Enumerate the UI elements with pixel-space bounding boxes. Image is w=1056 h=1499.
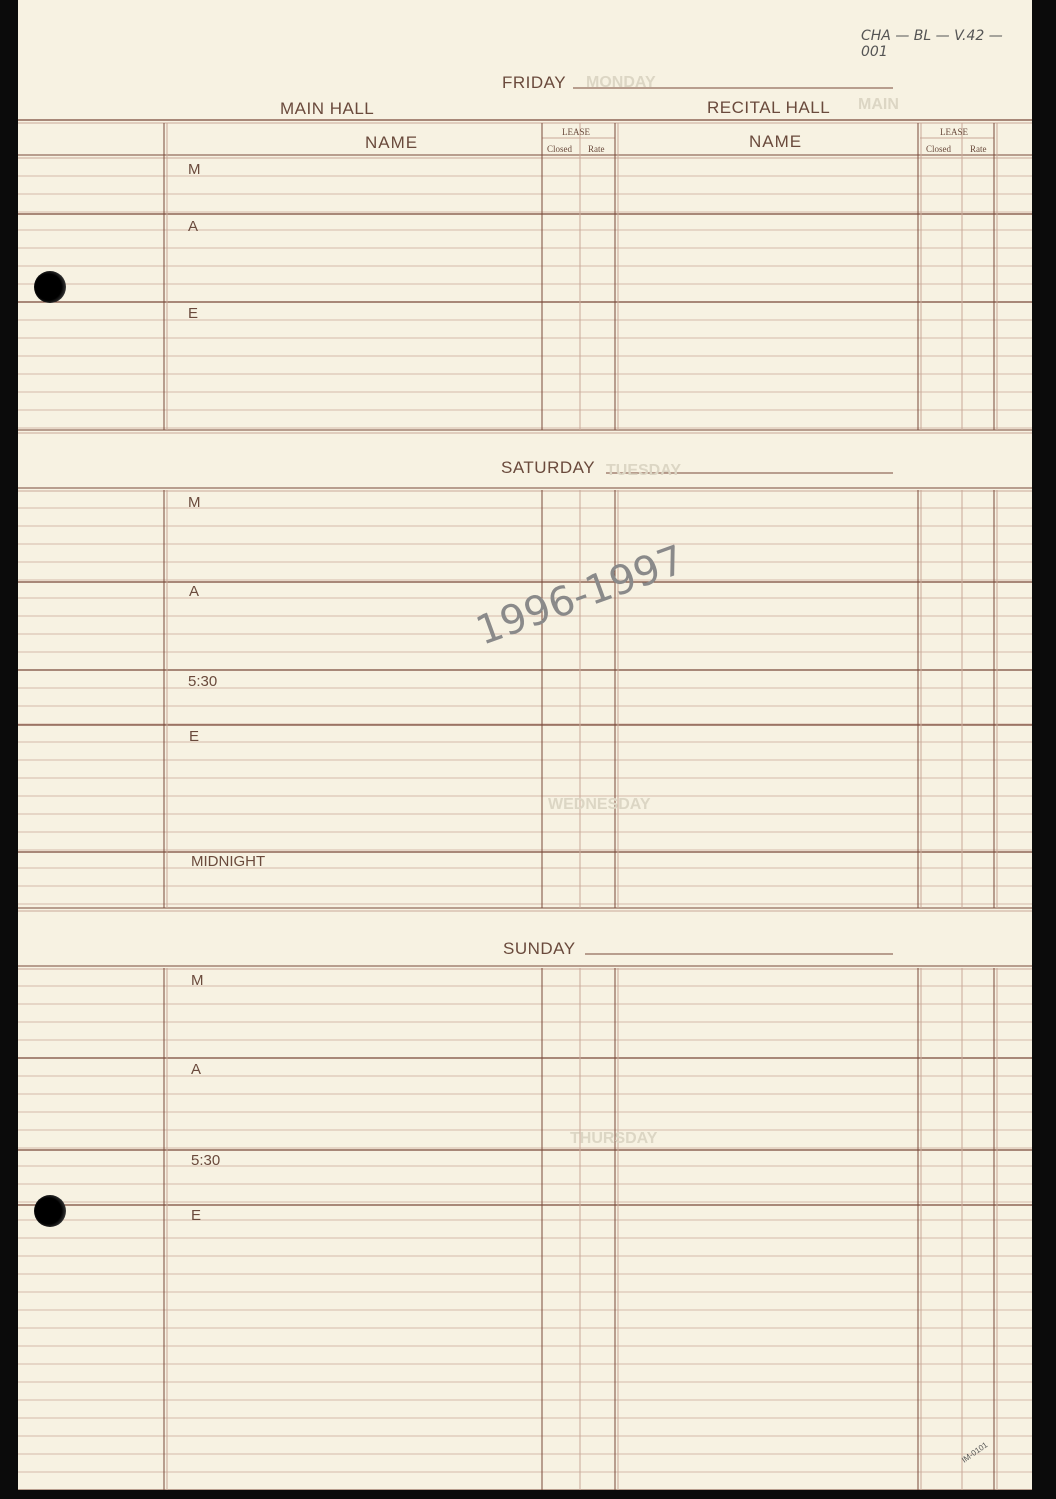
punch-hole <box>34 1195 66 1227</box>
archive-reference: CHA — BL — V.42 — 001 <box>861 28 1003 60</box>
slot-label: 5:30 <box>188 673 218 690</box>
bleed-through-text: THURSDAY <box>570 1130 658 1147</box>
column-header-rate-recital: Rate <box>970 144 987 154</box>
day-label-friday: FRIDAY <box>502 73 567 92</box>
column-header-closed-recital: Closed <box>926 144 952 154</box>
column-header-lease-main: LEASE <box>562 127 590 137</box>
bleed-through-text: MONDAY <box>586 74 656 91</box>
bleed-through-text: MAIN <box>858 96 899 113</box>
slot-label: M <box>188 161 201 178</box>
column-header-closed-main: Closed <box>547 144 573 154</box>
hall-label-main: MAIN HALL <box>280 99 375 118</box>
bleed-through-text: WEDNESDAY <box>548 796 651 813</box>
ruled-grid <box>18 0 1032 1490</box>
slot-label: M <box>191 972 204 989</box>
schedule-sheet <box>18 0 1032 1490</box>
day-label-sunday: SUNDAY <box>503 939 576 958</box>
column-header-name-recital: NAME <box>749 132 803 151</box>
hall-label-recital: RECITAL HALL <box>707 98 831 117</box>
slot-label: MIDNIGHT <box>191 853 266 870</box>
column-header-rate-main: Rate <box>588 144 605 154</box>
slot-label: M <box>188 494 201 511</box>
slot-label: E <box>191 1207 202 1224</box>
corner-tag: IM-0101 <box>960 1440 990 1465</box>
slot-label: A <box>191 1061 202 1078</box>
slot-label: A <box>188 218 199 235</box>
column-header-lease-recital: LEASE <box>940 127 968 137</box>
slot-label: E <box>189 728 200 745</box>
handwritten-year: 1996-1997 <box>470 536 691 655</box>
column-header-name-main: NAME <box>365 133 419 152</box>
slot-label: 5:30 <box>191 1152 221 1169</box>
slot-label: A <box>189 583 200 600</box>
day-label-saturday: SATURDAY <box>501 458 596 477</box>
bleed-through-text: TUESDAY <box>606 462 681 479</box>
punch-hole <box>34 271 66 303</box>
slot-label: E <box>188 305 199 322</box>
